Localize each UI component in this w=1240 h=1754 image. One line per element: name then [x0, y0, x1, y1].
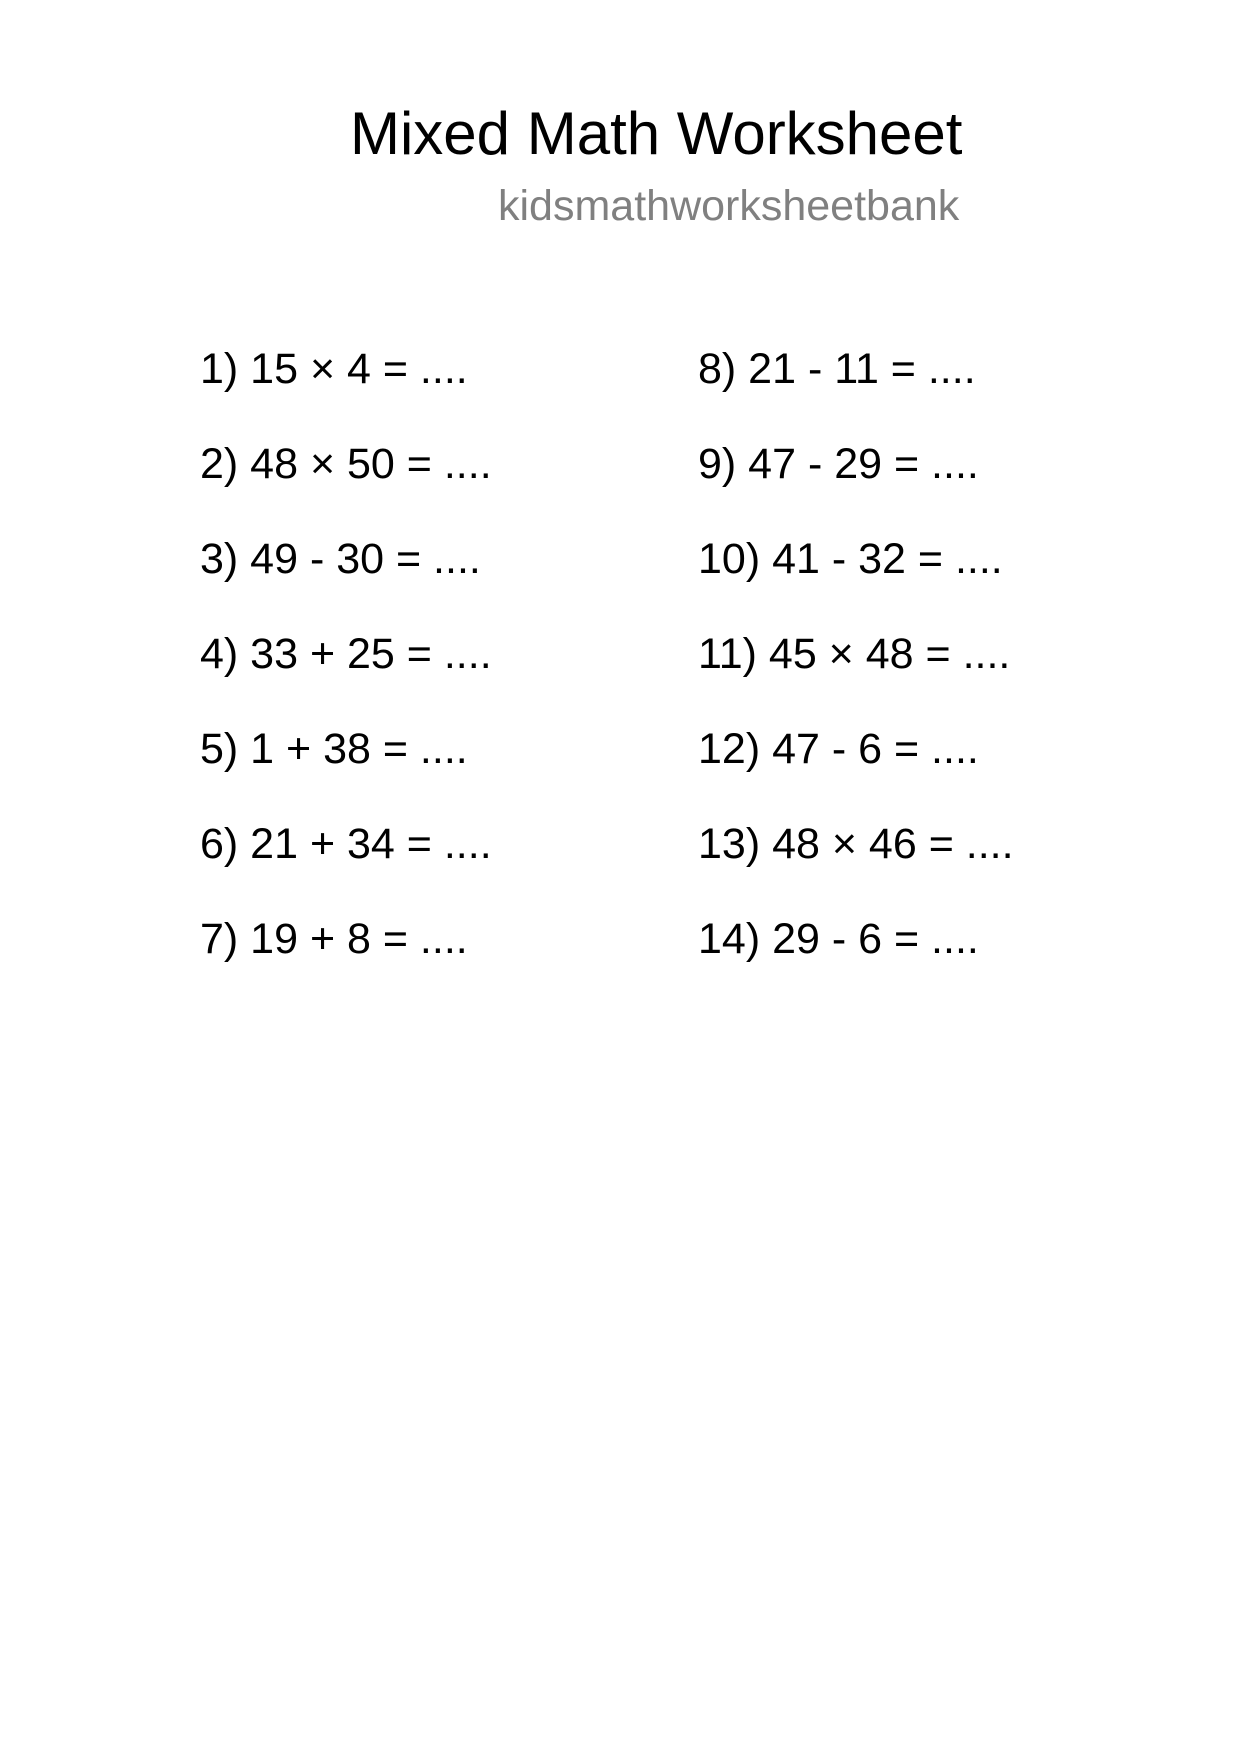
- problem-item: 9) 47 - 29 = ....: [698, 440, 979, 488]
- problem-item: 1) 15 × 4 = ....: [200, 345, 468, 393]
- problem-item: 13) 48 × 46 = ....: [698, 820, 1014, 868]
- problem-item: 12) 47 - 6 = ....: [698, 725, 979, 773]
- problem-item: 5) 1 + 38 = ....: [200, 725, 468, 773]
- problem-item: 11) 45 × 48 = ....: [698, 630, 1011, 678]
- problem-item: 2) 48 × 50 = ....: [200, 440, 492, 488]
- problem-column-left: [200, 343, 492, 1008]
- problem-item: 10) 41 - 32 = ....: [698, 535, 1003, 583]
- problem-item: 8) 21 - 11 = ....: [698, 345, 976, 393]
- problem-item: 6) 21 + 34 = ....: [200, 820, 492, 868]
- problem-column-right: [698, 343, 1014, 1008]
- problem-item: 4) 33 + 25 = ....: [200, 630, 492, 678]
- problem-item: 7) 19 + 8 = ....: [200, 915, 468, 963]
- problem-item: 3) 49 - 30 = ....: [200, 535, 481, 583]
- worksheet-source: kidsmathworksheetbank: [498, 182, 960, 230]
- worksheet-title: Mixed Math Worksheet: [350, 100, 963, 167]
- problem-item: 14) 29 - 6 = ....: [698, 915, 979, 963]
